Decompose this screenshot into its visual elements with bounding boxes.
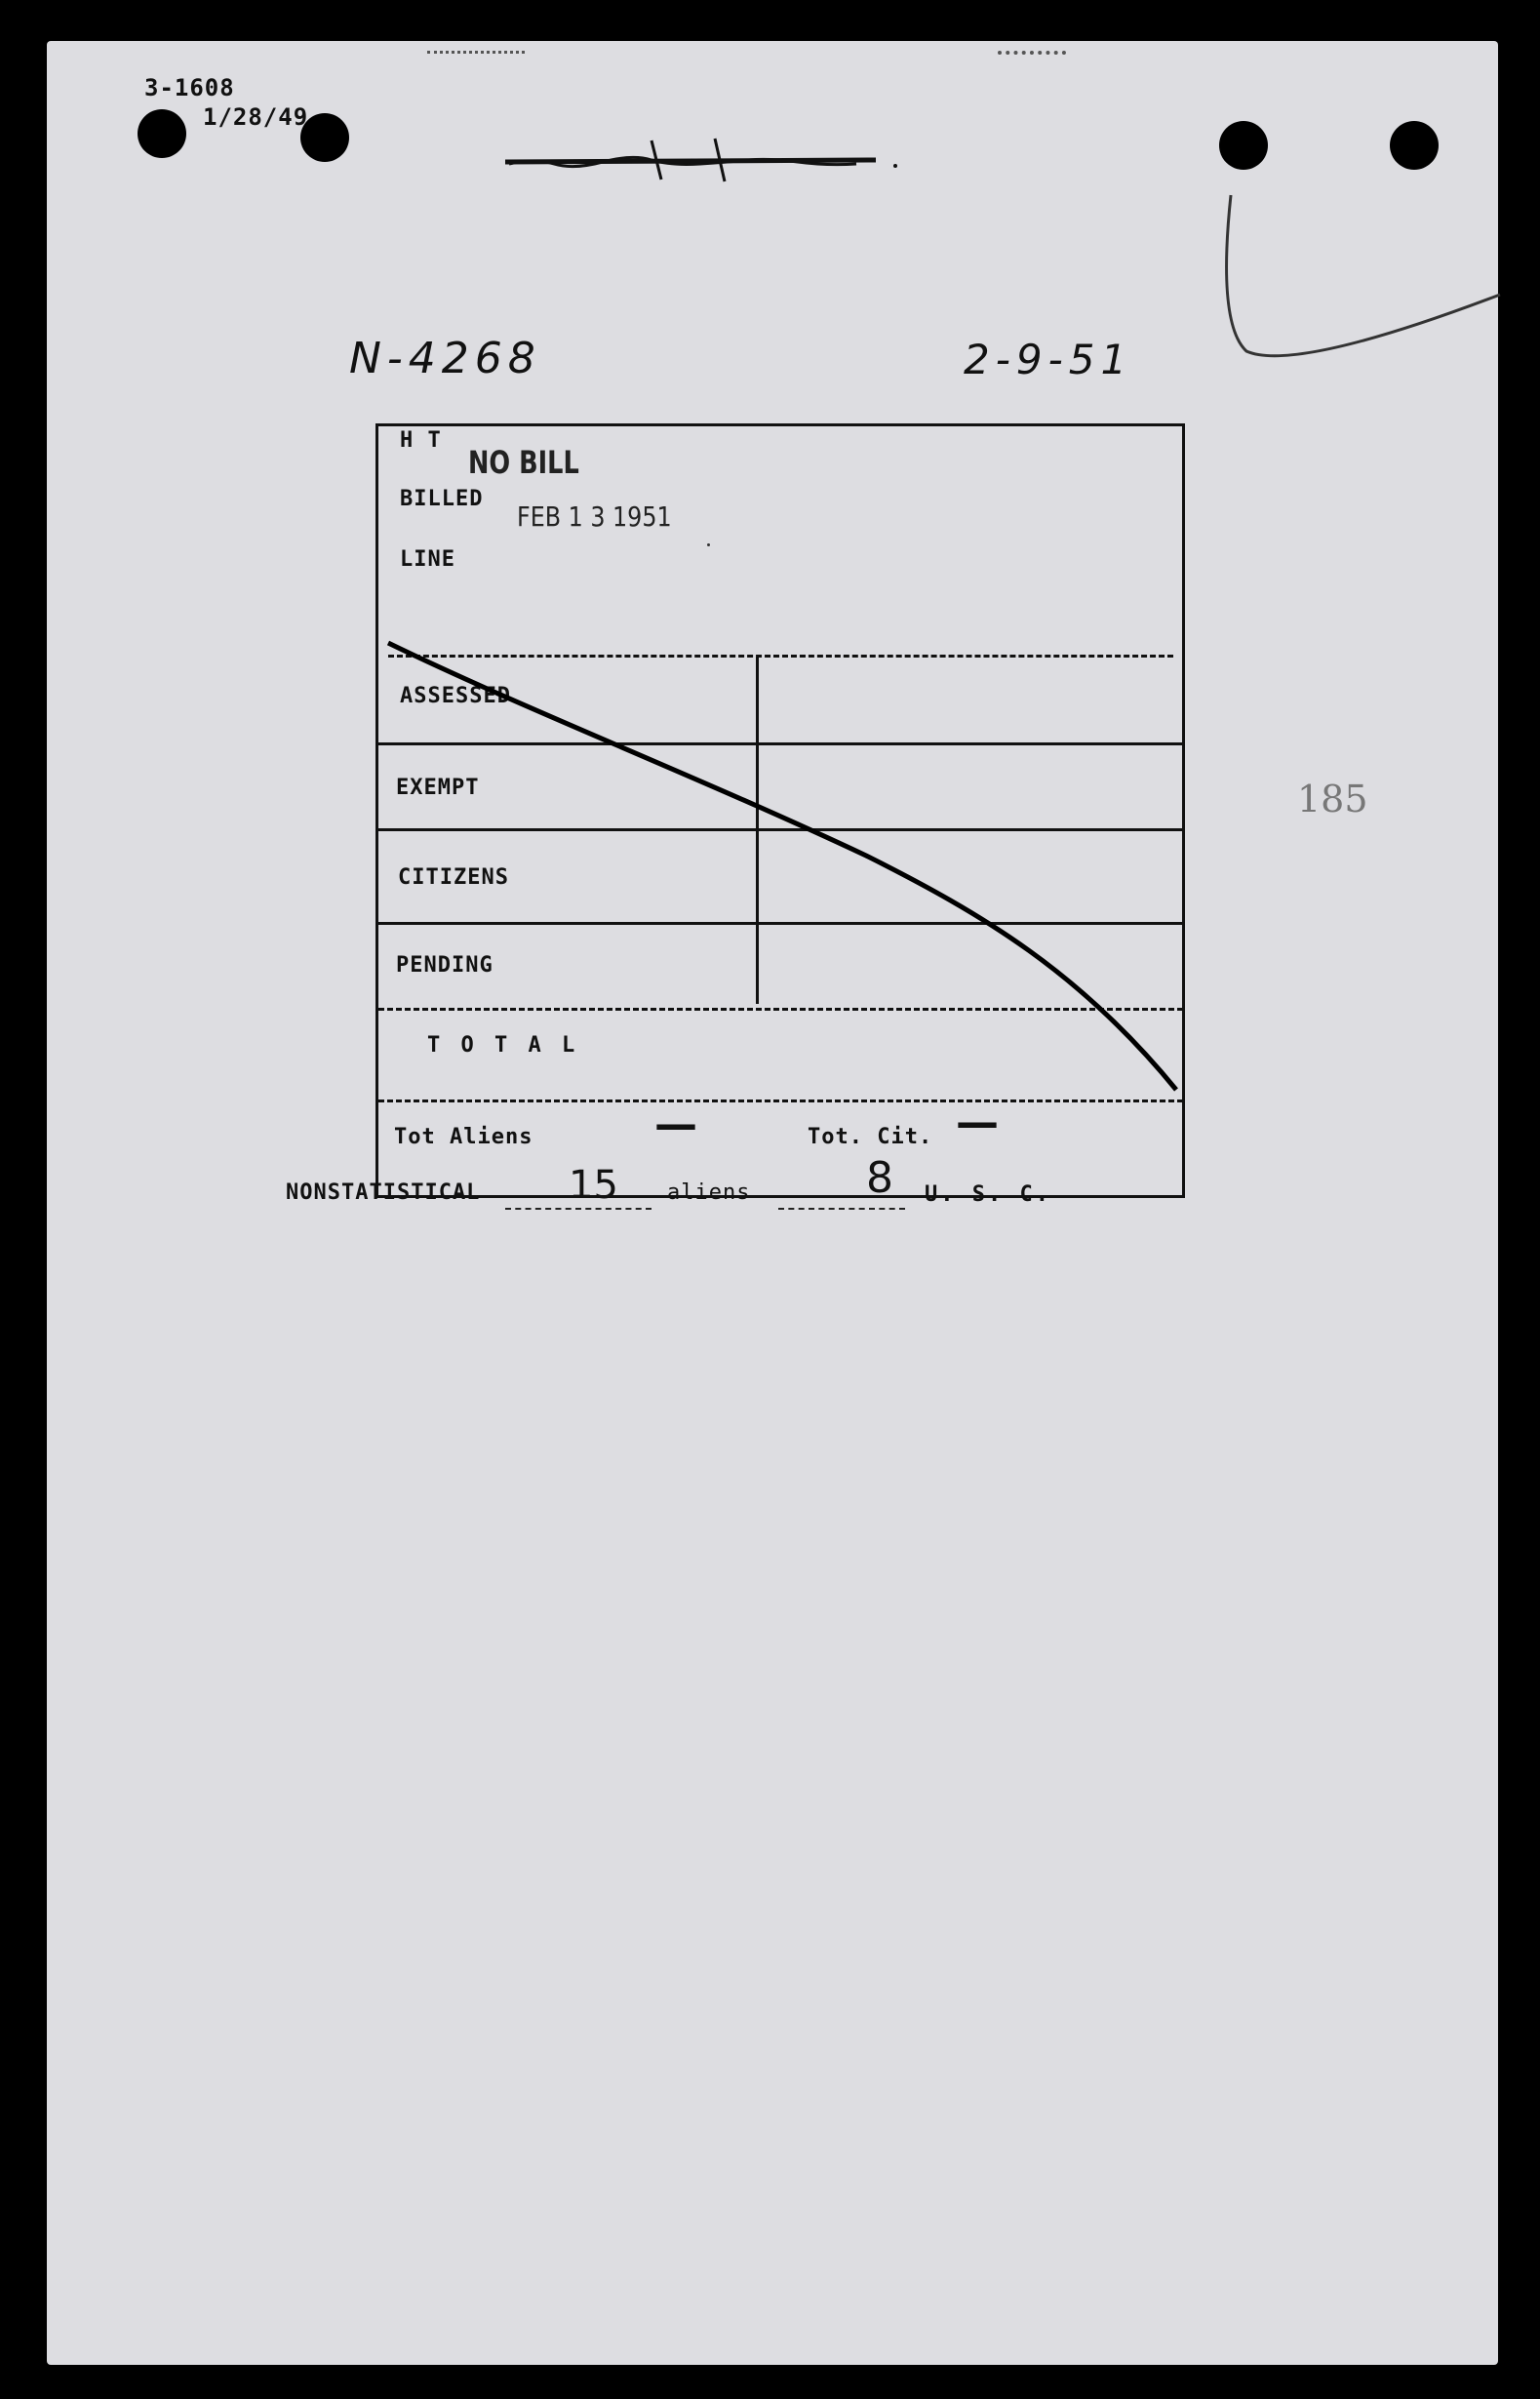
case-number: N-4268 [349, 334, 541, 383]
case-date: 2-9-51 [964, 336, 1133, 383]
usc-count: 8 [866, 1153, 893, 1203]
pencil-mark [1217, 187, 1510, 421]
top-specks [427, 51, 525, 63]
punch-hole [1219, 121, 1268, 170]
form-date: 1/28/49 [203, 103, 309, 131]
label-tot-aliens: Tot Aliens [394, 1125, 533, 1149]
punch-hole [1390, 121, 1439, 170]
label-pending: PENDING [396, 953, 494, 978]
tot-cit-value: — [956, 1098, 999, 1147]
usc-count-underline [778, 1208, 905, 1210]
label-line: LINE [400, 547, 455, 572]
tally-form [375, 423, 1185, 1198]
form-number: 3-1608 [144, 74, 235, 101]
tot-aliens-value: — [654, 1100, 697, 1149]
document-page [47, 41, 1498, 2365]
aliens-count-underline [505, 1208, 652, 1210]
label-citizens: CITIZENS [398, 865, 509, 890]
label-total: T O T A L [427, 1033, 579, 1058]
top-specks [998, 51, 1066, 64]
label-billed: BILLED [400, 487, 484, 511]
label-exempt: EXEMPT [396, 776, 480, 800]
aliens-count: 15 [569, 1163, 618, 1208]
label-tot-cit: Tot. Cit. [808, 1125, 933, 1149]
label-ht: H T [400, 428, 442, 453]
no-bill-stamp: NO BILL [468, 444, 579, 481]
cancel-stroke [378, 426, 1183, 1109]
billed-date-stamp: FEB 1 3 1951 [517, 500, 672, 533]
struck-out-text [505, 131, 905, 189]
page-number: 185 [1297, 778, 1368, 820]
aliens-label: aliens [667, 1180, 751, 1205]
usc-label: U. S. C. [925, 1182, 1051, 1207]
nonstatistical-label: NONSTATISTICAL [286, 1180, 481, 1205]
punch-hole [138, 109, 186, 158]
label-assessed: ASSESSED [400, 684, 511, 708]
